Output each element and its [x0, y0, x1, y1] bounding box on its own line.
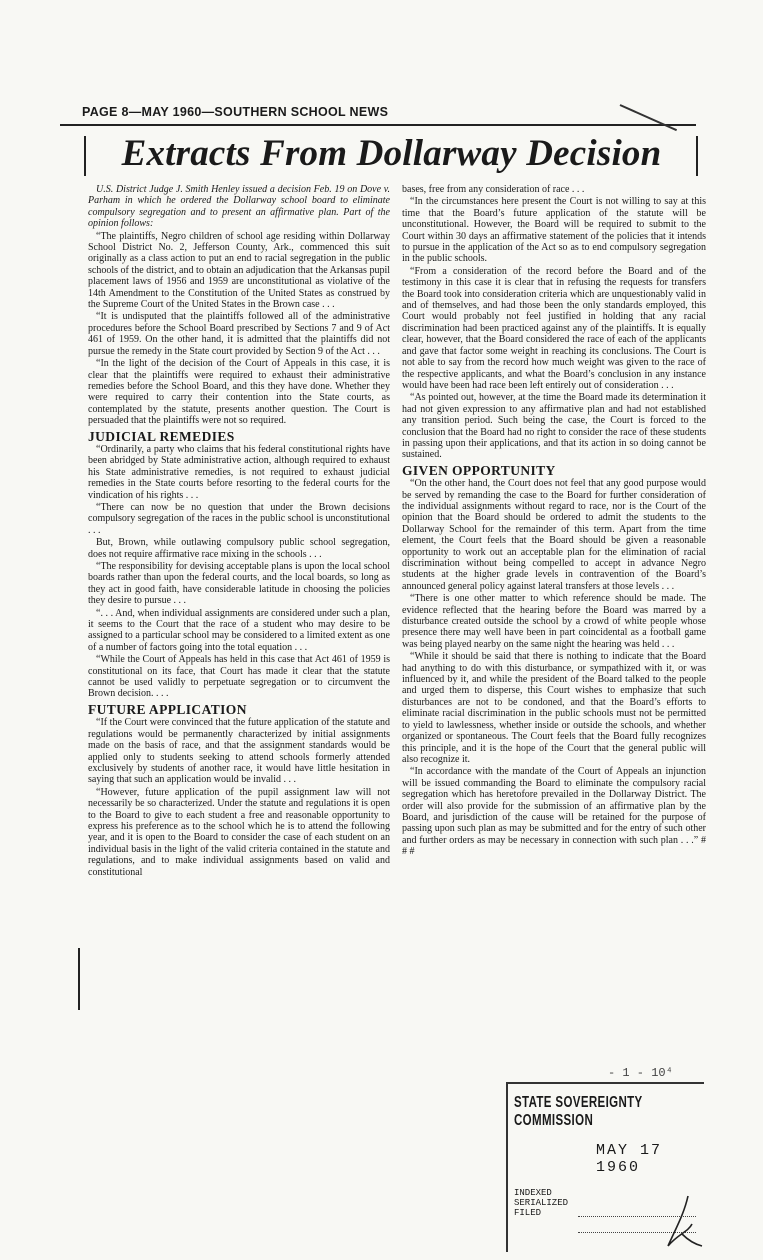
corner-mark — [620, 104, 677, 131]
right-column — [402, 184, 706, 859]
paragraph: “The responsibility for devising acceptable plans is upon the local school boards rather than upon the federal courts, and the local boards, so long as they act in good faith, have considerable latitude in choosing the policies they desire to pursue . . . — [88, 561, 390, 607]
stamp-title: STATE SOVEREIGNTY COMMISSION — [514, 1094, 643, 1129]
paragraph: “On the other hand, the Court does not feel that any good purpose would be served by remanding the case to the Board for further consideration of the individual assignments without regard to race, nor is the Court of the opinion that the Board should be ordered to admit the students to the Dollarway School for the remainder of this term. Apart from the time element, the Court feels that the Board should be given a reasonable opportunity to work out an acceptable plan for the elimination of racial discrimination without being compelled to accept in advance Negro students at the higher grade levels in contravention of the Board’s announced general policy against lateral transfers at those levels . . . — [402, 478, 706, 592]
paragraph: “From a consideration of the record before the Board and of the testimony in this case it is clear that in refusing the requests for transfers the Board took into consideration criteria which are unquestionably valid in and of themselves, and had those been the only standards employed, this Court would probably not feel justified in holding that any racial discrimination had been practiced against any of the plaintiffs. It is equally clear, however, that the Board considered the race of each of the applicants and gave that factor some weight in reaching its conclusions. The Court is not able to say from the record how much weight was given to the race of the respective applicants, and what the Board’s conclusion in any instance would have been had race been left entirely out of consideration . . . — [402, 265, 706, 391]
article-title: Extracts From Dollarway Decision — [121, 133, 662, 174]
paragraph: “It is undisputed that the plaintiffs followed all of the administrative procedures before the School Board prescribed by Sections 7 and 9 of Act 461 of 1959. On the other hand, it is admitted that the plaintiffs did not pursue the remedy in the State court provided by Section 9 of the Act . . . — [88, 311, 390, 357]
title-left-rule — [84, 136, 86, 176]
stamp-date: MAY 17 1960 — [596, 1142, 663, 1176]
stamp-filed: FILED — [514, 1208, 542, 1218]
paragraph: “While it should be said that there is nothing to indicate that the Board had anything to do with this disturbance, or sympathized with it, or was influenced by it, and while the president of the Board talked to the people and urged them to disperse, this Court wishes to emphasize that such disturbances are not to be condoned, and that the Board’s efforts to eliminate racial discrimination in the public schools must not be permitted to yield to lawlessness, whether inside or outside the schools, and whether organized or spontaneous. The Court feels that the Board fully recognizes this principle, and it is the hope of the Court that the general public will also recognize it. — [402, 651, 706, 765]
paragraph: “. . . And, when individual assignments are considered under such a plan, it seems to the Court that the race of a student who may desire to be assigned to a particular school may be considered to a limited extent as one of a number of factors going into the total equation . . . — [88, 607, 390, 653]
paragraph: “Ordinarily, a party who claims that his federal constitutional rights have been abridged by State administrative action, although required to exhaust his State administrative remedies, is not required to exhaust judicial remedies in the State courts before resorting to the federal courts for the vindication of his rights . . . — [88, 443, 390, 501]
filing-stamp — [506, 1082, 704, 1252]
paragraph: “In accordance with the mandate of the Court of Appeals an injunction will be issued commanding the Board to eliminate the compulsory racial segregation which has heretofore prevailed in the Dollarway District. The order will also provide for the submission of an affirmative plan by the Board, and jurisdiction of the cause will be retained for the purpose of passing upon such plan as may be submitted and for the entry of such other and further orders as may be necessary in connection with such plan . . .” # # # — [402, 766, 706, 858]
margin-mark — [78, 948, 80, 1010]
intro-paragraph: U.S. District Judge J. Smith Henley issued a decision Feb. 19 on Dove v. Parham in which he ordered the Dollarway school board to eliminate compulsory segregation and to present an affirmative plan. Part of the opinion follows: — [88, 184, 390, 230]
paragraph: But, Brown, while outlawing compulsory public school segregation, does not require affirmative race mixing in the schools . . . — [88, 537, 390, 560]
section-heading: JUDICIAL REMEDIES — [88, 428, 235, 444]
stamp-labels — [514, 1188, 568, 1218]
signature-mark — [658, 1194, 706, 1250]
paragraph: bases, free from any consideration of race . . . — [402, 184, 585, 195]
section-heading: GIVEN OPPORTUNITY — [402, 462, 556, 478]
paragraph: “If the Court were convinced that the future application of the statute and regulations would be permanently characterized by initial assignments made on the basis of race, and that the assignment standards would be applied only to students seeking to attend schools formerly attended exclusively by students of another race, it would have little hesitation in saying that such an application would be invalid . . . — [88, 717, 390, 786]
left-column — [88, 184, 390, 879]
paragraph: “While the Court of Appeals has held in this case that Act 461 of 1959 is constitutional on its face, that Court has made it clear that the statute cannot be used validly to perpetuate segregation or to circumvent the Brown decision. . . . — [88, 654, 390, 700]
paragraph: “In the circumstances here present the Court is not willing to say at this time that the Board’s future application of the statute will be unconstitutional. However, the Board will be required to submit to the Court within 30 days an affirmative statement of the policies that it intends to pursue in the application of the Act so as to end compulsory segregation in the public schools. — [402, 196, 706, 265]
stamp-number: - 1 - 10⁴ — [608, 1066, 673, 1080]
paragraph: “As pointed out, however, at the time the Board made its determination it had not given expression to any affirmative plan and had not established any transition period. Such being the case, the Court is forced to the conclusion that the Board had no right to consider the race of these students in passing upon their applications, and that its action in so doing cannot be sustained. — [402, 392, 706, 461]
paragraph: “However, future application of the pupil assignment law will not necessarily be so characterized. Under the statute and regulations it is open to the Board to give to each student a free and reasonable opportunity to express his preference as to the school which he is to attend the following year, and it is open to the Board to consider the case of each student on an individual basis in the light of the valid criteria contained in the statute and regulations, and to make individual assignments based on valid and constitutional — [88, 786, 390, 878]
stamp-indexed: INDEXED — [514, 1188, 552, 1198]
paragraph: “In the light of the decision of the Court of Appeals in this case, it is clear that the plaintiffs were required to exhaust their administrative remedies before the School Board, and this they have done. Whether they were required to carry their contention into the State courts, as contemplated by the statute, presents another question. The Court is persuaded that the plaintiffs were not so required. — [88, 358, 390, 427]
header-rule — [60, 124, 696, 126]
paragraph: “There is one other matter to which reference should be made. The evidence reflected that the hearing before the Board was marred by a disturbance created outside the school by a crowd of white people whose presence there may well have been in part coincidental as a football game was being played nearby on the same night the hearing was held . . . — [402, 593, 706, 650]
paragraph: “There can now be no question that under the Brown decisions compulsory segregation of the races in the public school is unconstitutional . . . — [88, 501, 390, 536]
title-right-rule — [696, 136, 698, 176]
section-heading: FUTURE APPLICATION — [88, 701, 247, 717]
paragraph: “The plaintiffs, Negro children of school age residing within Dollarway School District No. 2, Jefferson County, Ark., commenced this suit originally as a class action to put an end to racial segregation in the public schools of the district, and to obtain an adjudication that the Arkansas pupil placement laws of 1956 and 1959 are unconstitutional as violative of the 14th Amendment to the Constitution of the United States as construed by the Supreme Court of the United States in the Brown case . . . — [88, 230, 390, 311]
stamp-serialized: SERIALIZED — [514, 1198, 569, 1208]
running-head: PAGE 8—MAY 1960—SOUTHERN SCHOOL NEWS — [82, 105, 389, 119]
